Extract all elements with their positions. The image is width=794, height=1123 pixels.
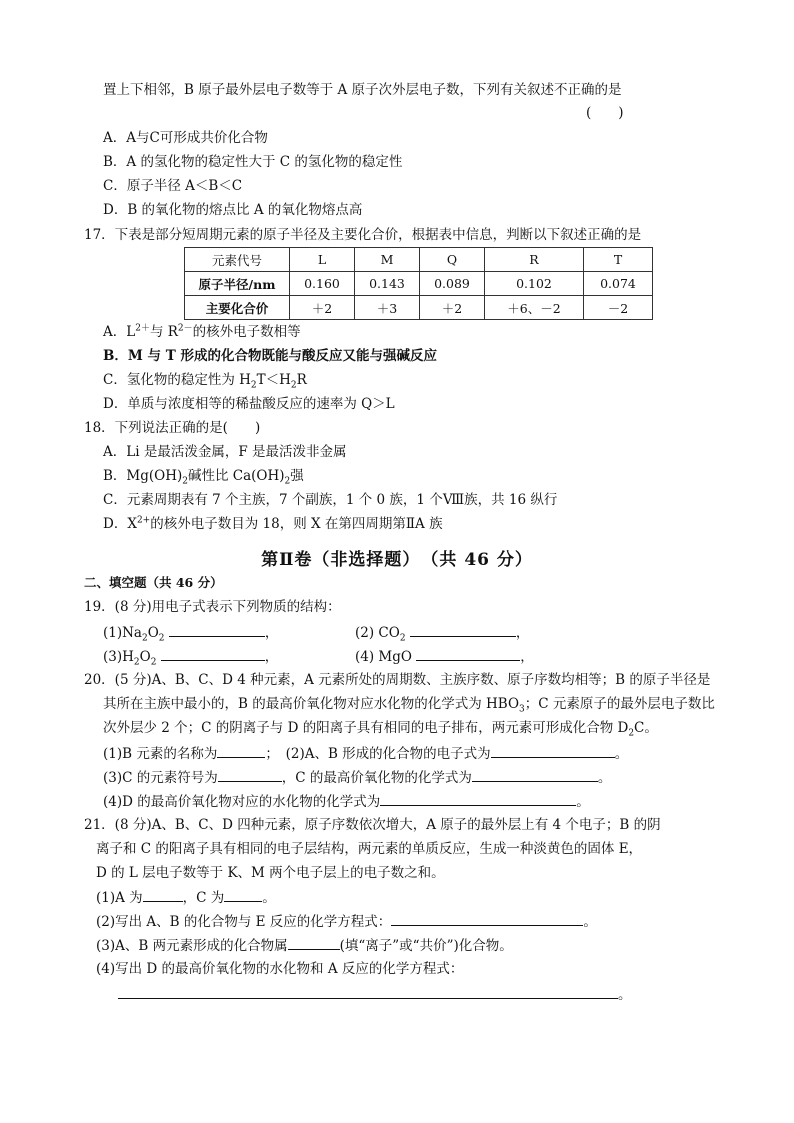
q19-item-1 xyxy=(103,622,278,643)
text: B．Mg(OH) xyxy=(103,468,183,484)
text: (填“离子”或“共价”)化合物。 xyxy=(339,938,513,954)
text: 。 xyxy=(618,987,632,1003)
table-cell: R xyxy=(485,248,584,272)
q16-option-a: A．A与C可形成共价化合物 xyxy=(103,130,268,146)
text: D．X xyxy=(103,516,137,532)
text: A．L xyxy=(103,324,136,340)
text: R xyxy=(296,372,307,388)
subscript: 2 xyxy=(250,380,257,391)
q18-option-c: C．元素周期表有 7 个主族，7 个副族，1 个 0 族，1 个Ⅷ族，共 16 纵行 xyxy=(103,492,558,508)
q20-sub-4 xyxy=(103,791,590,812)
text: 与 R xyxy=(149,324,178,340)
text: C．氢化物的稳定性为 H xyxy=(103,372,251,388)
q17-option-a xyxy=(103,322,301,342)
q18-option-d xyxy=(103,514,443,534)
table-cell: ＋2 xyxy=(290,296,355,320)
table-cell: 0.160 xyxy=(290,272,355,296)
subscript: 2 xyxy=(141,633,148,644)
q17-option-d: D．单质与浓度相等的稀盐酸反应的速率为 Q＞L xyxy=(103,396,395,412)
table-header-cell: 元素代号 xyxy=(185,248,290,272)
table-cell: L xyxy=(290,248,355,272)
text: 。 xyxy=(262,890,276,906)
text: T＜H xyxy=(256,372,291,388)
q21-line-1: 21．(8 分)A、B、C、D 四种元素，原子序数依次增大，A 原子的最外层上有 4 个电子；B 的阴 xyxy=(84,817,661,833)
subscript: 2 xyxy=(399,633,406,644)
answer-blank[interactable] xyxy=(472,767,598,782)
text: C。 xyxy=(634,720,658,736)
q16-option-c: C．原子半径 A＜B＜C xyxy=(103,178,243,194)
subscript: 2 xyxy=(182,476,188,487)
section-title: 第Ⅱ卷（非选择题） （共 46 分） xyxy=(261,550,533,570)
q17-stem: 17．下表是部分短周期元素的原子半径及主要化合价，根据表中信息，判断以下叙述正确的是 xyxy=(84,227,642,243)
table-cell: 0.074 xyxy=(584,272,653,296)
q16-stem: 置上下相邻，B 原子最外层电子数等于 A 原子次外层电子数，下列有关叙述不正确的是 xyxy=(103,82,622,98)
text: (4)D 的最高价氧化物对应的水化物的化学式为 xyxy=(103,794,381,810)
table-cell: －2 xyxy=(584,296,653,320)
answer-blank[interactable] xyxy=(391,911,583,926)
text: (3)C 的元素符号为 xyxy=(103,770,218,786)
text: 。 xyxy=(597,770,612,786)
table-cell: 0.143 xyxy=(355,272,420,296)
text: ， xyxy=(515,625,530,641)
table-cell: ＋2 xyxy=(420,296,485,320)
q20-sub-3 xyxy=(103,767,611,788)
answer-blank[interactable] xyxy=(118,984,618,999)
text: 强 xyxy=(290,468,304,484)
q19-item-4 xyxy=(355,646,534,667)
q19-item-3 xyxy=(103,646,278,667)
q16-answer-paren: ( ) xyxy=(586,105,624,121)
subscript: 3 xyxy=(519,704,525,715)
table-row xyxy=(185,296,653,320)
q16-option-d: D．B 的氧化物的熔点比 A 的氧化物熔点高 xyxy=(103,202,363,218)
answer-blank[interactable] xyxy=(288,935,340,950)
q21-sub-1 xyxy=(96,887,276,908)
table-row xyxy=(185,272,653,296)
text: (2) CO xyxy=(355,625,400,641)
text: ， xyxy=(264,649,279,665)
q19-item-2 xyxy=(355,622,529,643)
subscript: 2 xyxy=(158,633,165,644)
q17-element-table xyxy=(184,247,653,320)
text: O xyxy=(147,625,159,641)
text: O xyxy=(139,649,151,665)
text: ； (2)A、B 形成的化合物的电子式为 xyxy=(265,746,491,762)
table-cell: M xyxy=(355,248,420,272)
answer-blank[interactable] xyxy=(380,791,576,806)
q19-stem: 19．(8 分)用电子式表示下列物质的结构： xyxy=(84,599,341,615)
q18-option-a: A．Li 是最活泼金属，F 是最活泼非金属 xyxy=(103,444,347,460)
q21-sub-4: (4)写出 D 的最高价氧化物的水化物和 A 反应的化学方程式： xyxy=(96,961,464,977)
text: 。 xyxy=(583,914,597,930)
q17-option-b: B．M 与 T 形成的化合物既能与酸反应又能与强碱反应 xyxy=(103,348,437,364)
text: (3)A、B 两元素形成的化合物属 xyxy=(96,938,288,954)
table-cell: Q xyxy=(420,248,485,272)
text: ， xyxy=(520,649,534,665)
table-header-cell: 原子半径/nm xyxy=(185,272,290,296)
text: (1)Na xyxy=(103,625,142,641)
q20-sub-1-2 xyxy=(103,743,628,764)
text: ，C 为 xyxy=(182,890,225,906)
q21-sub-3 xyxy=(96,935,513,956)
text: ， xyxy=(264,625,279,641)
table-cell: 0.102 xyxy=(485,272,584,296)
answer-blank[interactable] xyxy=(143,887,183,902)
q20-line-2 xyxy=(103,694,715,714)
text: 次外层少 2 个；C 的阴离子与 D 的阳离子具有相同的电子排布，两元素可形成化合物 D xyxy=(103,720,629,736)
table-cell: ＋3 xyxy=(355,296,420,320)
q21-sub-4-answer xyxy=(118,984,632,1005)
subscript: 2 xyxy=(284,476,291,487)
table-cell: ＋6、－2 xyxy=(485,296,584,320)
subscript: 2 xyxy=(290,380,297,391)
text: 的核外电子数目为 18，则 X 在第四周期第ⅡA 族 xyxy=(150,516,443,532)
q16-option-b: B．A 的氢化物的稳定性大于 C 的氢化物的稳定性 xyxy=(103,154,403,170)
text: 。 xyxy=(614,746,629,762)
part-heading: 二、填空题（共 46 分） xyxy=(84,575,223,590)
answer-blank[interactable] xyxy=(416,646,520,661)
q21-sub-2 xyxy=(96,911,597,932)
superscript: 2＋ xyxy=(135,323,150,334)
subscript: 2 xyxy=(628,728,635,739)
text: ，C 的最高价氧化物的化学式为 xyxy=(281,770,472,786)
answer-blank[interactable] xyxy=(224,887,262,902)
superscript: 2－ xyxy=(177,323,193,334)
subscript: 2 xyxy=(133,657,140,668)
table-row xyxy=(185,248,653,272)
text: ；C 元素原子的最外层电子数比 xyxy=(524,696,715,712)
text: (2)写出 A、B 的化合物与 E 反应的化学方程式： xyxy=(96,914,392,930)
q20-line-1: 20．(5 分)A、B、C、D 4 种元素，A 元素所处的周期数、主族序数、原子序数均相等；B 的原子半径是 xyxy=(84,672,711,688)
text: 碱性比 Ca(OH) xyxy=(188,468,285,484)
answer-blank[interactable] xyxy=(491,743,615,758)
subscript: 2 xyxy=(150,657,157,668)
text: 。 xyxy=(576,794,590,810)
answer-blank[interactable] xyxy=(161,646,265,661)
q17-option-c xyxy=(103,370,307,390)
text: (1)A 为 xyxy=(96,890,143,906)
q18-option-b xyxy=(103,466,304,486)
table-cell: T xyxy=(584,248,653,272)
answer-blank[interactable] xyxy=(218,767,282,782)
superscript: 2+ xyxy=(136,515,151,526)
text: 其所在主族中最小的，B 的最高价氧化物对应水化物的化学式为 HBO xyxy=(103,696,520,712)
answer-blank[interactable] xyxy=(169,622,265,637)
q18-stem: 18．下列说法正确的是( ) xyxy=(84,420,261,436)
text: (3)H xyxy=(103,649,134,665)
answer-blank[interactable] xyxy=(410,622,516,637)
q20-line-3 xyxy=(103,718,658,738)
text: (4) MgO xyxy=(355,649,412,665)
table-header-cell: 主要化合价 xyxy=(185,296,290,320)
q21-line-3: D 的 L 层电子数等于 K、M 两个电子层上的电子数之和。 xyxy=(96,865,445,881)
q21-line-2: 离子和 C 的阳离子具有相同的电子层结构，两元素的单质反应，生成一种淡黄色的固体 E， xyxy=(96,841,643,857)
answer-blank[interactable] xyxy=(217,743,265,758)
text: 的核外电子数相等 xyxy=(192,324,301,340)
text: (1)B 元素的名称为 xyxy=(103,746,218,762)
table-cell: 0.089 xyxy=(420,272,485,296)
